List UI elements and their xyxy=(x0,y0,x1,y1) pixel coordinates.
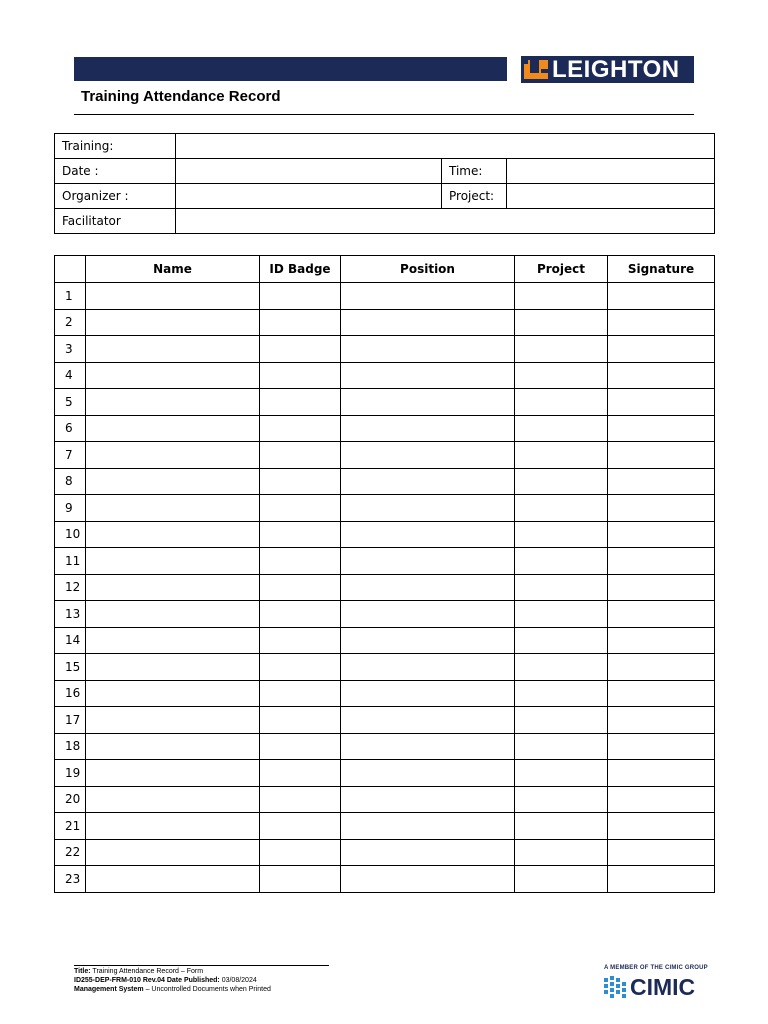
id-badge-cell[interactable] xyxy=(260,839,341,866)
project-cell[interactable] xyxy=(515,389,608,416)
column-header: Position xyxy=(341,256,515,283)
name-cell[interactable] xyxy=(86,389,260,416)
id-badge-cell[interactable] xyxy=(260,521,341,548)
row-number: 9 xyxy=(55,495,86,522)
project-cell[interactable] xyxy=(515,733,608,760)
table-row xyxy=(55,601,715,628)
id-badge-cell[interactable] xyxy=(260,283,341,310)
row-number: 16 xyxy=(55,680,86,707)
position-cell[interactable] xyxy=(341,601,515,628)
column-header xyxy=(55,256,86,283)
leighton-l-icon xyxy=(521,56,551,83)
project-cell[interactable] xyxy=(515,760,608,787)
name-cell[interactable] xyxy=(86,627,260,654)
organizer-label: Organizer : xyxy=(55,184,176,209)
id-badge-cell[interactable] xyxy=(260,680,341,707)
signature-cell[interactable] xyxy=(608,389,715,416)
row-number: 8 xyxy=(55,468,86,495)
training-field[interactable] xyxy=(176,134,715,159)
project-label: Project: xyxy=(442,184,507,209)
table-row xyxy=(55,415,715,442)
signature-cell[interactable] xyxy=(608,601,715,628)
id-badge-cell[interactable] xyxy=(260,733,341,760)
column-header: Name xyxy=(86,256,260,283)
footer-title-value: Training Attendance Record – Form xyxy=(90,968,204,975)
name-cell[interactable] xyxy=(86,468,260,495)
name-cell[interactable] xyxy=(86,786,260,813)
signature-cell[interactable] xyxy=(608,574,715,601)
name-cell[interactable] xyxy=(86,495,260,522)
id-badge-cell[interactable] xyxy=(260,601,341,628)
signature-cell[interactable] xyxy=(608,521,715,548)
table-row xyxy=(55,733,715,760)
signature-cell[interactable] xyxy=(608,415,715,442)
column-header: Signature xyxy=(608,256,715,283)
project-cell[interactable] xyxy=(515,601,608,628)
date-label: Date : xyxy=(55,159,176,184)
id-badge-cell[interactable] xyxy=(260,336,341,363)
footer-system-label: Management System xyxy=(74,986,144,993)
footer-doc-line xyxy=(74,976,329,985)
name-cell[interactable] xyxy=(86,760,260,787)
project-cell[interactable] xyxy=(515,362,608,389)
date-field[interactable] xyxy=(176,159,442,184)
row-number: 13 xyxy=(55,601,86,628)
id-badge-cell[interactable] xyxy=(260,786,341,813)
footer-system-value: – Uncontrolled Documents when Printed xyxy=(143,986,271,993)
training-info-table xyxy=(54,133,715,234)
footer-system-line xyxy=(74,985,329,994)
name-cell[interactable] xyxy=(86,839,260,866)
name-cell[interactable] xyxy=(86,654,260,681)
table-row xyxy=(55,680,715,707)
position-cell[interactable] xyxy=(341,760,515,787)
signature-cell[interactable] xyxy=(608,362,715,389)
position-cell[interactable] xyxy=(341,495,515,522)
position-cell[interactable] xyxy=(341,283,515,310)
project-cell[interactable] xyxy=(515,495,608,522)
table-row xyxy=(55,495,715,522)
signature-cell[interactable] xyxy=(608,839,715,866)
logo-text: LEIGHTON xyxy=(552,56,680,83)
table-row xyxy=(55,521,715,548)
leighton-logo xyxy=(521,56,694,83)
footer-date-published: 03/08/2024 xyxy=(219,977,257,984)
name-cell[interactable] xyxy=(86,362,260,389)
id-badge-cell[interactable] xyxy=(260,362,341,389)
signature-cell[interactable] xyxy=(608,866,715,893)
project-cell[interactable] xyxy=(515,813,608,840)
signature-cell[interactable] xyxy=(608,495,715,522)
row-number: 7 xyxy=(55,442,86,469)
name-cell[interactable] xyxy=(86,574,260,601)
signature-cell[interactable] xyxy=(608,548,715,575)
name-cell[interactable] xyxy=(86,415,260,442)
signature-cell[interactable] xyxy=(608,442,715,469)
row-number: 20 xyxy=(55,786,86,813)
project-cell[interactable] xyxy=(515,839,608,866)
cimic-text: CIMIC xyxy=(630,974,696,1000)
table-row xyxy=(55,866,715,893)
id-badge-cell[interactable] xyxy=(260,442,341,469)
signature-cell[interactable] xyxy=(608,283,715,310)
project-cell[interactable] xyxy=(515,548,608,575)
row-number: 12 xyxy=(55,574,86,601)
attendance-header-row xyxy=(55,256,715,283)
position-cell[interactable] xyxy=(341,680,515,707)
name-cell[interactable] xyxy=(86,813,260,840)
table-row xyxy=(55,574,715,601)
position-cell[interactable] xyxy=(341,654,515,681)
position-cell[interactable] xyxy=(341,521,515,548)
id-badge-cell[interactable] xyxy=(260,389,341,416)
project-cell[interactable] xyxy=(515,654,608,681)
row-number: 17 xyxy=(55,707,86,734)
facilitator-field[interactable] xyxy=(176,209,715,234)
id-badge-cell[interactable] xyxy=(260,813,341,840)
signature-cell[interactable] xyxy=(608,336,715,363)
id-badge-cell[interactable] xyxy=(260,707,341,734)
signature-cell[interactable] xyxy=(608,468,715,495)
row-number: 15 xyxy=(55,654,86,681)
position-cell[interactable] xyxy=(341,813,515,840)
row-number: 5 xyxy=(55,389,86,416)
position-cell[interactable] xyxy=(341,362,515,389)
name-cell[interactable] xyxy=(86,548,260,575)
table-row xyxy=(55,786,715,813)
signature-cell[interactable] xyxy=(608,680,715,707)
row-number: 3 xyxy=(55,336,86,363)
row-number: 4 xyxy=(55,362,86,389)
row-number: 21 xyxy=(55,813,86,840)
id-badge-cell[interactable] xyxy=(260,548,341,575)
facilitator-label: Facilitator xyxy=(55,209,176,234)
facilitator-row xyxy=(55,209,715,234)
id-badge-cell[interactable] xyxy=(260,574,341,601)
attendance-table xyxy=(54,255,715,893)
page-title: Training Attendance Record xyxy=(81,88,281,105)
column-header: Project xyxy=(515,256,608,283)
name-cell[interactable] xyxy=(86,866,260,893)
project-cell[interactable] xyxy=(515,309,608,336)
position-cell[interactable] xyxy=(341,389,515,416)
name-cell[interactable] xyxy=(86,336,260,363)
position-cell[interactable] xyxy=(341,415,515,442)
row-number: 18 xyxy=(55,733,86,760)
project-cell[interactable] xyxy=(515,786,608,813)
table-row xyxy=(55,813,715,840)
date-time-row xyxy=(55,159,715,184)
id-badge-cell[interactable] xyxy=(260,627,341,654)
name-cell[interactable] xyxy=(86,442,260,469)
position-cell[interactable] xyxy=(341,548,515,575)
cimic-logo xyxy=(604,975,695,999)
table-row xyxy=(55,627,715,654)
signature-cell[interactable] xyxy=(608,760,715,787)
position-cell[interactable] xyxy=(341,468,515,495)
row-number: 11 xyxy=(55,548,86,575)
signature-cell[interactable] xyxy=(608,654,715,681)
id-badge-cell[interactable] xyxy=(260,468,341,495)
footer-doc-id: ID255-DEP-FRM-010 Rev.04 Date Published: xyxy=(74,977,220,984)
position-cell[interactable] xyxy=(341,866,515,893)
signature-cell[interactable] xyxy=(608,627,715,654)
project-cell[interactable] xyxy=(515,442,608,469)
project-cell[interactable] xyxy=(515,680,608,707)
position-cell[interactable] xyxy=(341,839,515,866)
name-cell[interactable] xyxy=(86,283,260,310)
signature-cell[interactable] xyxy=(608,707,715,734)
footer-title-label: Title: xyxy=(74,968,91,975)
project-cell[interactable] xyxy=(515,707,608,734)
position-cell[interactable] xyxy=(341,442,515,469)
project-cell[interactable] xyxy=(515,468,608,495)
row-number: 6 xyxy=(55,415,86,442)
name-cell[interactable] xyxy=(86,733,260,760)
name-cell[interactable] xyxy=(86,521,260,548)
signature-cell[interactable] xyxy=(608,733,715,760)
id-badge-cell[interactable] xyxy=(260,309,341,336)
position-cell[interactable] xyxy=(341,336,515,363)
project-cell[interactable] xyxy=(515,521,608,548)
id-badge-cell[interactable] xyxy=(260,654,341,681)
cimic-grid-icon xyxy=(604,976,626,998)
position-cell[interactable] xyxy=(341,627,515,654)
name-cell[interactable] xyxy=(86,707,260,734)
table-row xyxy=(55,362,715,389)
table-row xyxy=(55,283,715,310)
organizer-project-row xyxy=(55,184,715,209)
row-number: 23 xyxy=(55,866,86,893)
table-row xyxy=(55,760,715,787)
row-number: 10 xyxy=(55,521,86,548)
name-cell[interactable] xyxy=(86,309,260,336)
id-badge-cell[interactable] xyxy=(260,760,341,787)
position-cell[interactable] xyxy=(341,574,515,601)
table-row xyxy=(55,309,715,336)
table-row xyxy=(55,389,715,416)
table-row xyxy=(55,548,715,575)
table-row xyxy=(55,839,715,866)
signature-cell[interactable] xyxy=(608,309,715,336)
name-cell[interactable] xyxy=(86,680,260,707)
cimic-member-note: A MEMBER OF THE CIMIC GROUP xyxy=(604,965,708,971)
id-badge-cell[interactable] xyxy=(260,866,341,893)
position-cell[interactable] xyxy=(341,786,515,813)
row-number: 22 xyxy=(55,839,86,866)
name-cell[interactable] xyxy=(86,601,260,628)
project-cell[interactable] xyxy=(515,283,608,310)
id-badge-cell[interactable] xyxy=(260,495,341,522)
position-cell[interactable] xyxy=(341,733,515,760)
table-row xyxy=(55,442,715,469)
project-cell[interactable] xyxy=(515,415,608,442)
position-cell[interactable] xyxy=(341,309,515,336)
row-number: 1 xyxy=(55,283,86,310)
header-bar xyxy=(74,57,507,81)
column-header: ID Badge xyxy=(260,256,341,283)
table-row xyxy=(55,468,715,495)
document-footer xyxy=(74,965,329,994)
row-number: 19 xyxy=(55,760,86,787)
row-number: 2 xyxy=(55,309,86,336)
time-field[interactable] xyxy=(507,159,715,184)
position-cell[interactable] xyxy=(341,707,515,734)
time-label: Time: xyxy=(442,159,507,184)
signature-cell[interactable] xyxy=(608,786,715,813)
project-field[interactable] xyxy=(507,184,715,209)
training-row xyxy=(55,134,715,159)
id-badge-cell[interactable] xyxy=(260,415,341,442)
title-divider xyxy=(74,114,694,115)
table-row xyxy=(55,707,715,734)
footer-title-line xyxy=(74,967,329,976)
project-cell[interactable] xyxy=(515,336,608,363)
table-row xyxy=(55,654,715,681)
row-number: 14 xyxy=(55,627,86,654)
project-cell[interactable] xyxy=(515,574,608,601)
project-cell[interactable] xyxy=(515,866,608,893)
training-label: Training: xyxy=(55,134,176,159)
table-row xyxy=(55,336,715,363)
organizer-field[interactable] xyxy=(176,184,442,209)
project-cell[interactable] xyxy=(515,627,608,654)
signature-cell[interactable] xyxy=(608,813,715,840)
